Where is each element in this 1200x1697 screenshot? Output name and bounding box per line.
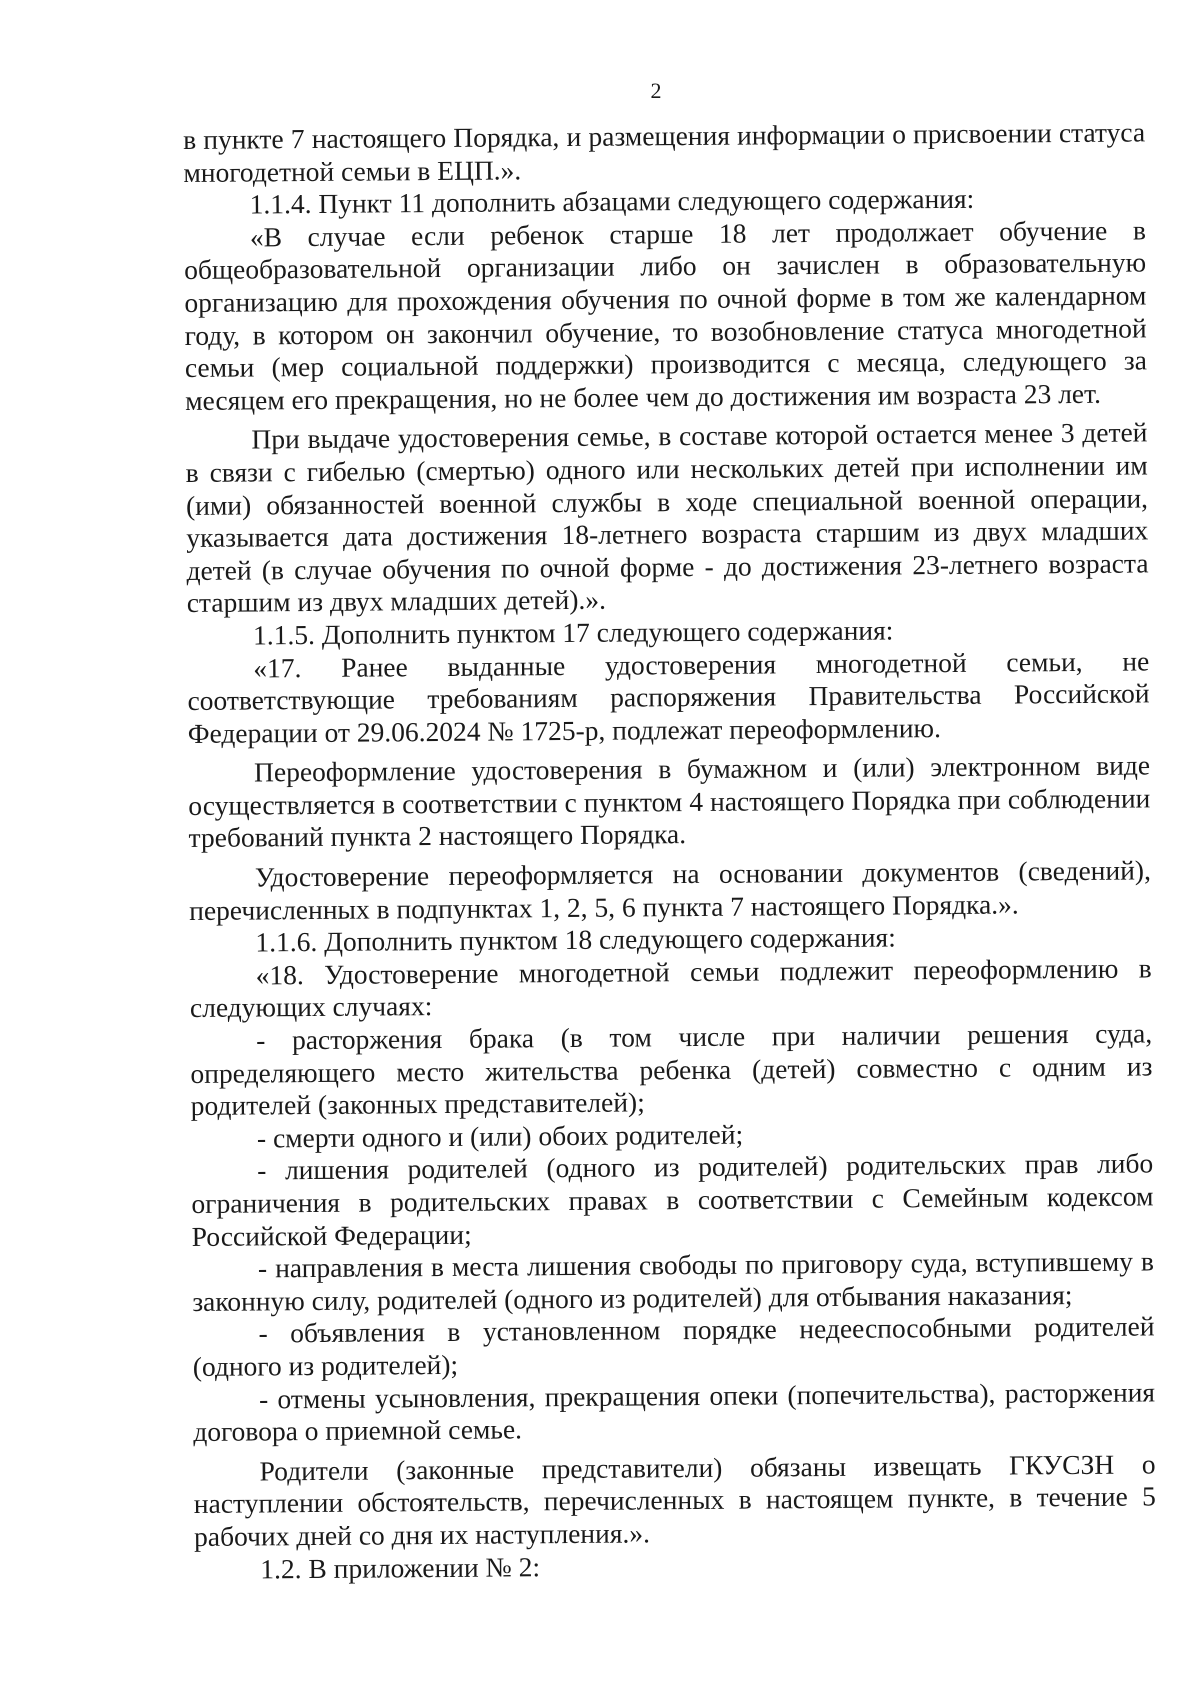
- document-body: [183, 116, 1156, 1586]
- page-number: 2: [650, 78, 662, 103]
- paragraph: 1.1.4. Пункт 11 дополнить абзацами следующего содержания:: [249, 182, 975, 220]
- paragraph: 1.2. В приложении № 2:: [260, 1550, 541, 1584]
- paragraph: Родители (законные представители) обязаны извещать ГКУСЗН о наступлении обстоятельств, перечисленных в настоящем пункте, в течение 5 рабочих дней со дня их наступления.».: [193, 1448, 1156, 1552]
- paragraph: Переоформление удостоверения в бумажном и (или) электронном виде осуществляется в соответствии с пунктом 4 настоящего Порядка при соблюдении требований пункта 2 настоящего Порядка.: [188, 749, 1151, 854]
- paragraph: 1.1.5. Дополнить пунктом 17 следующего содержания:: [252, 614, 894, 651]
- paragraph: Удостоверение переоформляется на основании документов (сведений), перечисленных в подпунктах 1, 2, 5, 6 пункта 7 настоящего Порядка.».: [189, 854, 1152, 926]
- paragraph: в пункте 7 настоящего Порядка, и размещения информации о присвоении статуса многодетной семьи в ЕЦП.».: [183, 116, 1146, 188]
- list-item: - направления в места лишения свободы по приговору суда, вступившему в законную силу, родителей (одного из родителей) для отбывания наказания;: [192, 1245, 1155, 1317]
- paragraph: «17. Ранее выданные удостоверения многодетной семьи, не соответствующие требованиям распоряжения Правительства Российской Федерации от 29.06.2024 № 1725-р, подлежат переоформлению.: [187, 644, 1150, 749]
- paragraph: «В случае если ребенок старше 18 лет продолжает обучение в общеобразовательной организации либо он зачислен в образовательную организацию для прохождения обучения по очной форме в том же календарном году, в котором он закончил обучение, то возобновление статуса многодетной семьи (мер социальной поддержки) производится с месяца, следующего за месяцем его прекращения, но не более чем до достижения им возраста 23 лет.: [184, 214, 1148, 416]
- list-item: - смерти одного и (или) обоих родителей;: [256, 1118, 744, 1154]
- paragraph: 1.1.6. Дополнить пунктом 18 следующего содержания:: [255, 921, 896, 958]
- list-item: - расторжения брака (в том числе при наличии решения суда, определяющего место жительства ребенка (детей) совместно с одним из родителей (законных представителей);: [190, 1017, 1153, 1122]
- list-item: - объявления в установленном порядке недееспособными родителей (одного из родителей);: [192, 1310, 1155, 1382]
- list-item: - лишения родителей (одного из родителей) родительских прав либо ограничения в родительских правах в соответствии с Семейным кодексом Российской Федерации;: [191, 1147, 1154, 1252]
- paragraph: «18. Удостоверение многодетной семьи подлежит переоформлению в следующих случаях:: [189, 952, 1152, 1024]
- paragraph: При выдаче удостоверения семье, в составе которой остается менее 3 детей в связи с гибелью (смертью) одного или нескольких детей при исполнении им (ими) обязанностей военной службы в ходе специальной военной операции, указывается дата достижения 18-летнего возраста старшим из двух младших детей (в случае обучения по очной форме - до достижения 23-летнего возраста старшим из двух младших детей).».: [185, 416, 1149, 619]
- list-item: - отмены усыновления, прекращения опеки (попечительства), расторжения договора о приемной семье.: [193, 1375, 1156, 1448]
